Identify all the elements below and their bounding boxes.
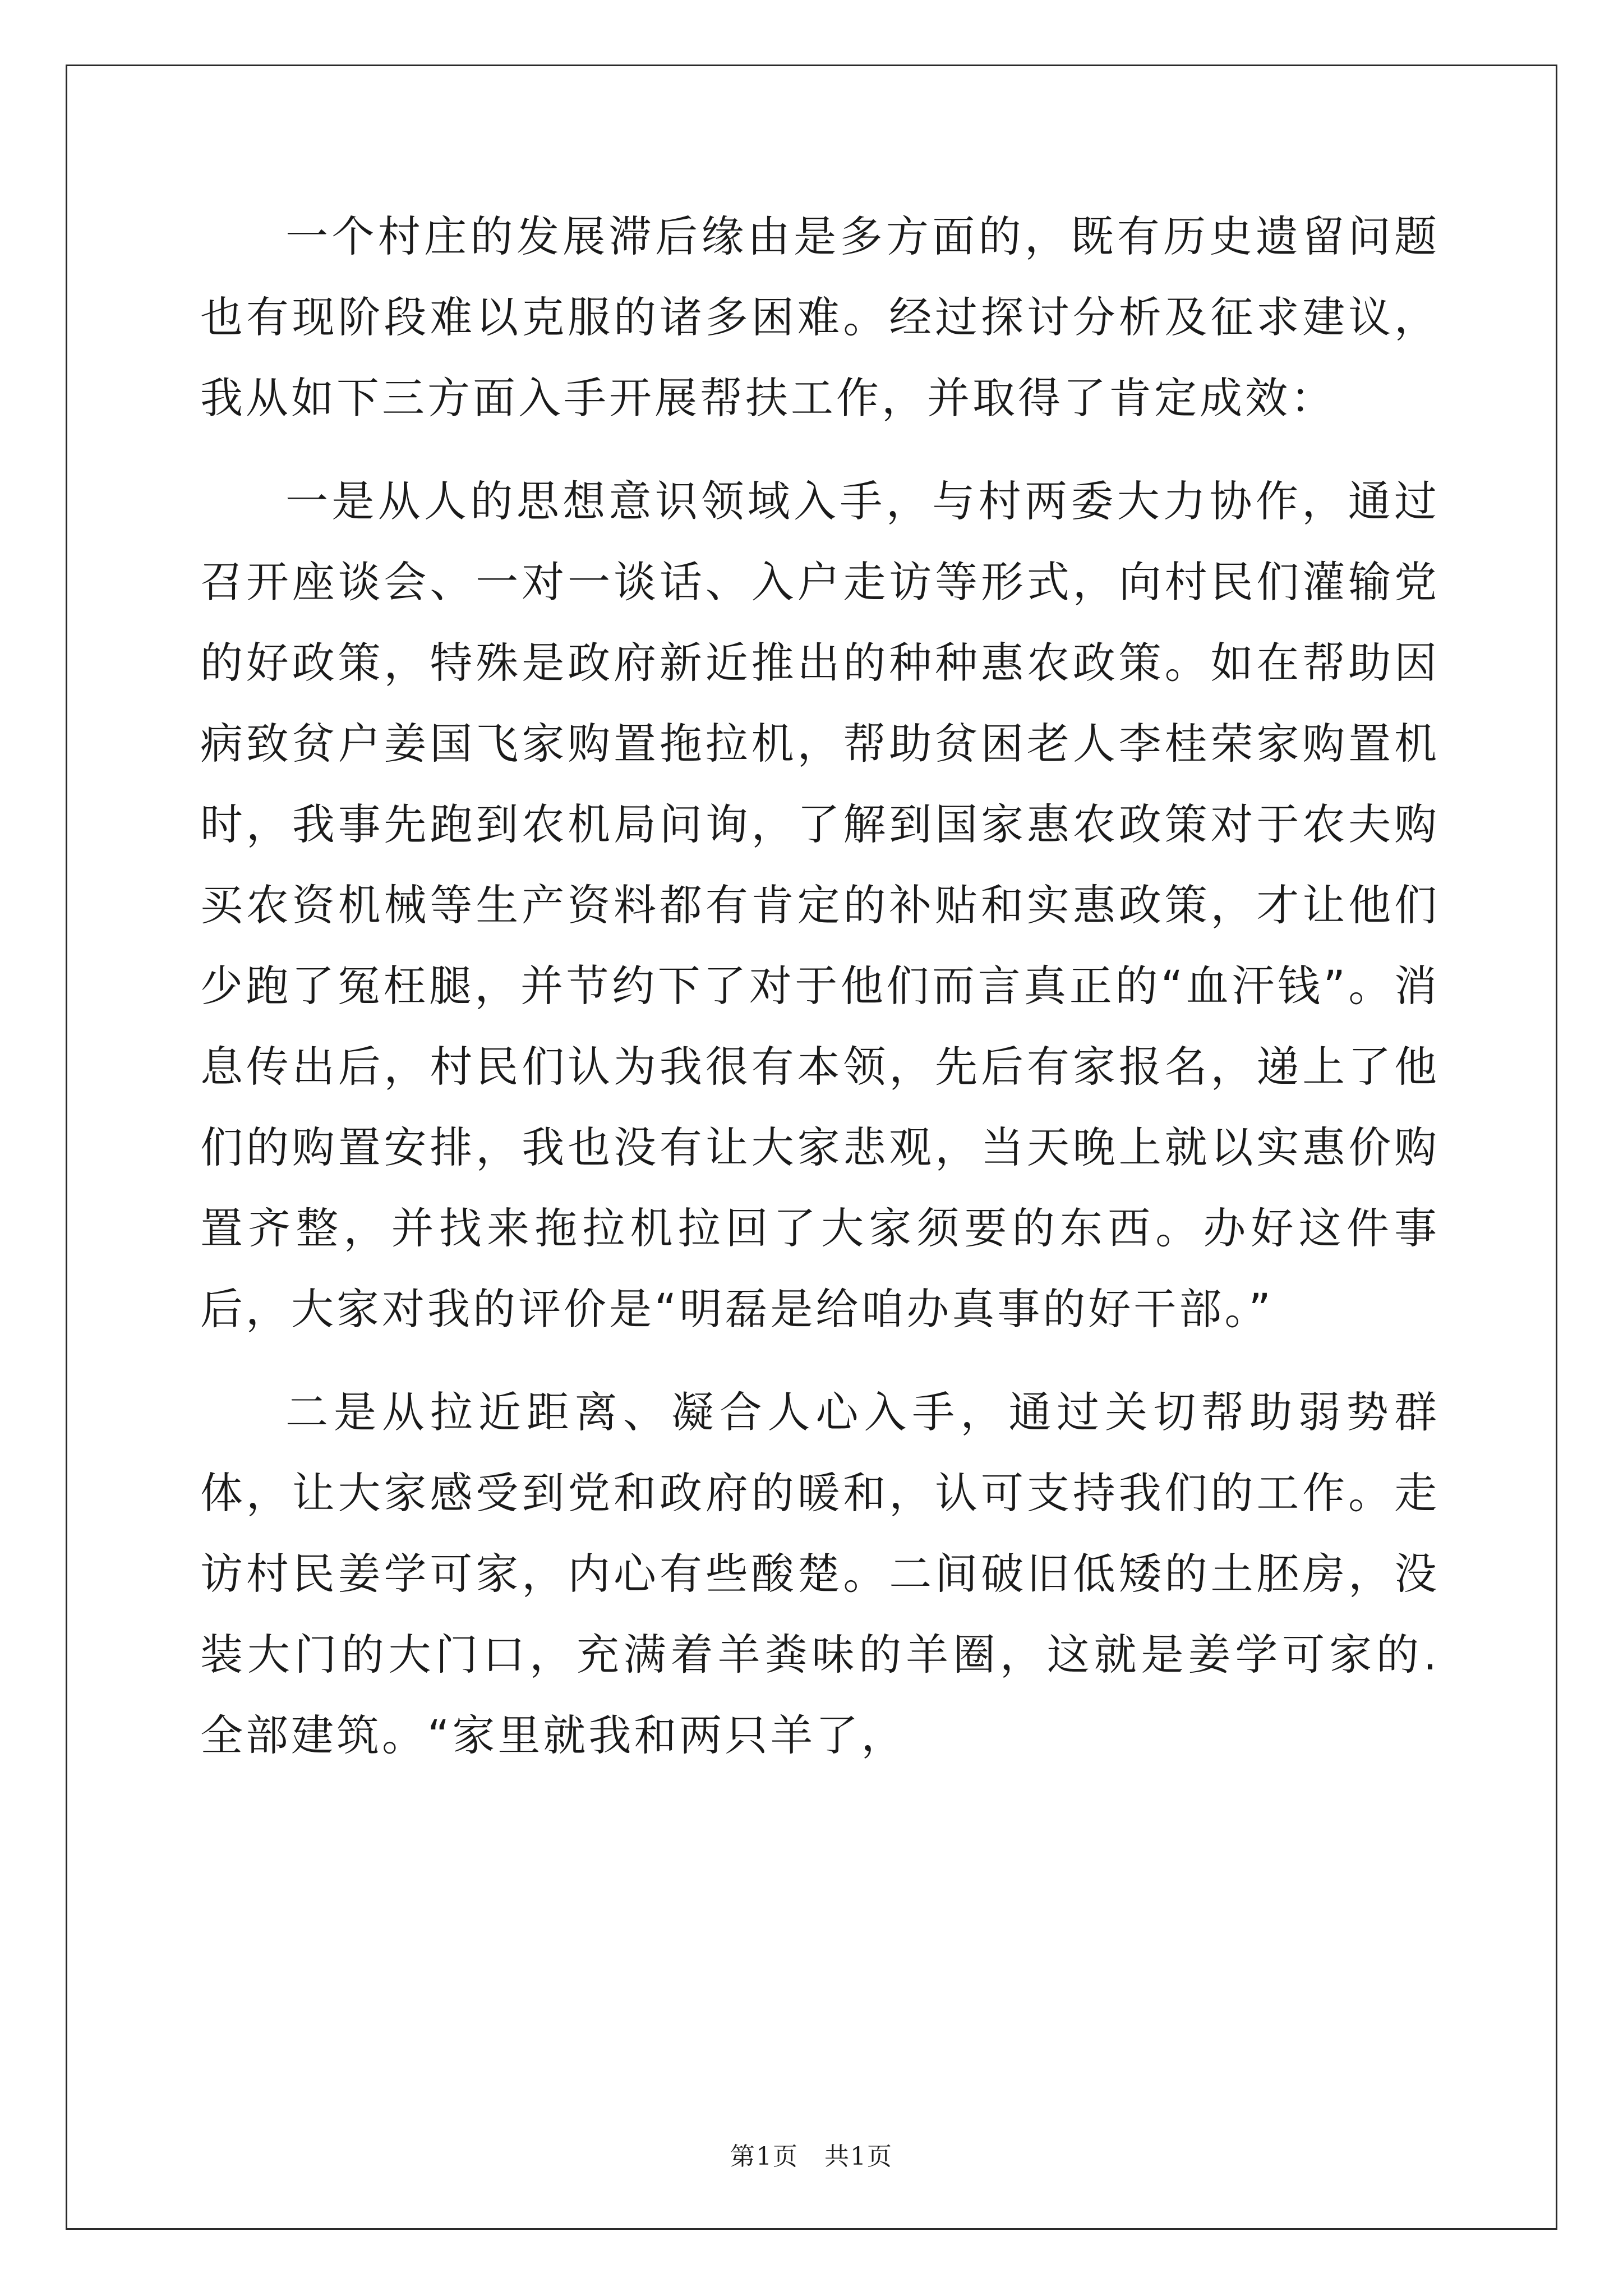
document-body — [200, 196, 1440, 1798]
page-footer: 第1页 共1页 — [730, 2142, 893, 2171]
paragraph-3: 二是从拉近距离、凝合人心入手，通过关切帮助弱势群体，让大家感受到党和政府的暖和，认可支持我们的工作。走访村民姜学可家，内心有些酸楚。二间破旧低矮的土胚房，没装大门的大门口，充满着羊粪味的羊圈，这就是姜学可家的.全部建筑。“家里就我和两只羊了， — [200, 1387, 1440, 1760]
paragraph-2: 一是从人的思想意识领域入手，与村两委大力协作，通过召开座谈会、一对一谈话、入户走访等形式，向村民们灌输党的好政策，特殊是政府新近推出的种种惠农政策。如在帮助因病致贫户姜国飞家购置拖拉机，帮助贫困老人李桂荣家购置机时，我事先跑到农机局问询，了解到国家惠农政策对于农夫购买农资机械等生产资料都有肯定的补贴和实惠政策，才让他们少跑了冤枉腿，并节约下了对于他们而言真正的“血汗钱”。消息传出后，村民们认为我很有本领，先后有家报名，递上了他们的购置安排，我也没有让大家悲观，当天晚上就以实惠价购置齐整，并找来拖拉机拉回了大家须要的东西。办好这件事后，大家对我的评价是“明磊是给咱办真事的好干部。” — [200, 476, 1440, 1334]
paragraph-1: 一个村庄的发展滞后缘由是多方面的，既有历史遗留问题也有现阶段难以克服的诸多困难。经过探讨分析及征求建议，我从如下三方面入手开展帮扶工作，并取得了肯定成效： — [200, 211, 1440, 423]
